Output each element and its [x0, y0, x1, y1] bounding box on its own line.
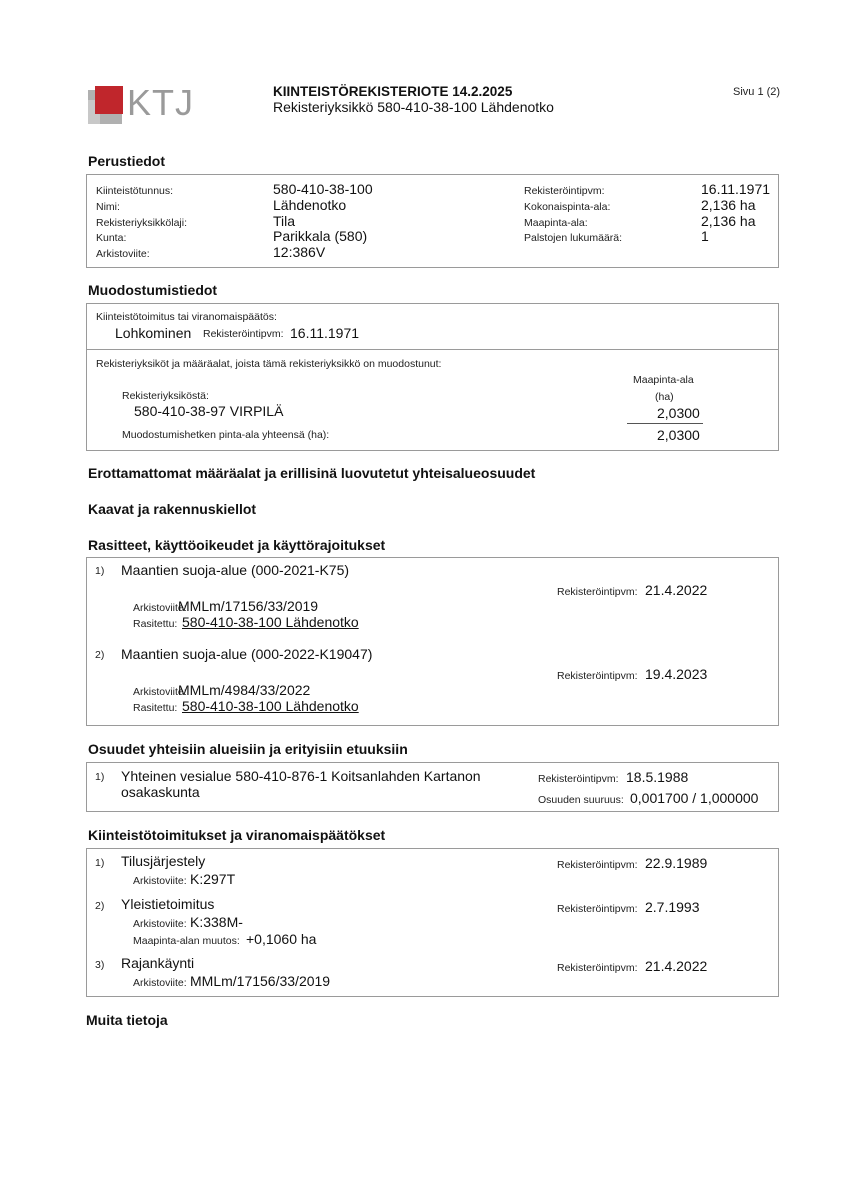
value-rekisterointipvm: 16.11.1971 — [701, 181, 771, 197]
value-kunta: Parikkala (580) — [273, 228, 368, 244]
rasite-rasitettu-link[interactable]: 580-410-38-100 Lähdenotko — [182, 698, 359, 714]
label-toimitus: Kiinteistötoimitus tai viranomaispäätös: — [96, 311, 277, 323]
label-rekisteriyksikkolaji: Rekisteriyksikkölaji: — [96, 217, 188, 229]
rasite-ark-label: Arkistoviite: — [133, 686, 187, 698]
logo-text: KTJ — [127, 82, 195, 123]
rasite-reg-value: 19.4.2023 — [645, 666, 708, 682]
section-heading-erottamattomat: Erottamattomat määräalat ja erillisinä luovutetut yhteisalueosuudet — [88, 465, 536, 481]
toimitus-title: Rajankäynti — [121, 955, 195, 971]
rasite-number: 2) — [95, 649, 105, 661]
toimitus-reg-label: Rekisteröintipvm: — [557, 859, 638, 871]
value-arkistoviite: 12:386V — [273, 244, 326, 260]
label-nimi: Nimi: — [96, 201, 120, 213]
value-from-area: 2,0300 — [657, 405, 700, 421]
label-muodostuminen-rekisterointipvm: Rekisteröintipvm: — [203, 328, 284, 340]
rasite-ark-value: MMLm/4984/33/2022 — [178, 682, 311, 698]
page-number: Sivu 1 (2) — [733, 86, 781, 98]
toimitus-ark-value: MMLm/17156/33/2019 — [190, 973, 331, 989]
rasite-number: 1) — [95, 565, 105, 577]
rasite-rasitettu-link[interactable]: 580-410-38-100 Lähdenotko — [182, 614, 359, 630]
label-rekisteriyksikosta: Rekisteriyksiköstä: — [122, 390, 209, 402]
column-header-maapinta-ala: Maapinta-ala — [633, 374, 694, 386]
rasite-rasitettu-label: Rasitettu: — [133, 702, 178, 714]
value-rekisteriyksikosta: 580-410-38-97 VIRPILÄ — [134, 403, 284, 419]
section-heading-muita-tietoja: Muita tietoja — [86, 1012, 168, 1028]
muodostuminen-description: Rekisteriyksiköt ja määräalat, joista tämä rekisteriyksikkö on muodostunut: — [96, 358, 442, 370]
toimitus-reg-value: 22.9.1989 — [645, 855, 708, 871]
value-maapinta-ala: 2,136 ha — [701, 213, 756, 229]
toimitus-ark-value: K:297T — [190, 871, 236, 887]
value-rekisteriyksikkolaji: Tila — [273, 213, 296, 229]
value-kiinteistotunnus: 580-410-38-100 — [273, 181, 373, 197]
toimitus-ark-label: Arkistoviite: — [133, 875, 187, 887]
label-palstojen-lukumaara: Palstojen lukumäärä: — [524, 232, 623, 244]
label-arkistoviite: Arkistoviite: — [96, 248, 150, 260]
toimitus-reg-label: Rekisteröintipvm: — [557, 903, 638, 915]
osuus-reg-label: Rekisteröintipvm: — [538, 773, 619, 785]
rasite-title: Maantien suoja-alue (000-2022-K19047) — [121, 646, 373, 662]
toimitus-reg-value: 21.4.2022 — [645, 958, 708, 974]
rasite-rasitettu-label: Rasitettu: — [133, 618, 178, 630]
value-muodostuminen-rekisterointipvm: 16.11.1971 — [290, 325, 360, 341]
toimitus-maapinta-muutos-value: +0,1060 ha — [246, 931, 317, 947]
osuus-reg-value: 18.5.1988 — [626, 769, 689, 785]
label-pinta-ala-yhteensa: Muodostumishetken pinta-ala yhteensä (ha): — [122, 429, 330, 441]
osuus-title-line1: Yhteinen vesialue 580-410-876-1 Koitsanlahden Kartanon — [121, 768, 481, 784]
rasite-title: Maantien suoja-alue (000-2021-K75) — [121, 562, 350, 578]
label-kiinteistotunnus: Kiinteistötunnus: — [96, 185, 174, 197]
section-heading-toimitukset: Kiinteistötoimitukset ja viranomaispäätökset — [88, 827, 386, 843]
section-heading-kaavat: Kaavat ja rakennuskiellot — [88, 501, 257, 517]
toimitus-reg-label: Rekisteröintipvm: — [557, 962, 638, 974]
toimitus-number: 3) — [95, 959, 105, 971]
label-kunta: Kunta: — [96, 232, 127, 244]
divider — [86, 349, 779, 350]
toimitus-title: Yleistietoimitus — [121, 896, 215, 912]
toimitus-number: 2) — [95, 900, 105, 912]
toimitus-title: Tilusjärjestely — [121, 853, 206, 869]
value-toimitus: Lohkominen — [115, 325, 192, 341]
sum-line — [627, 423, 703, 424]
label-kokonaispinta-ala: Kokonaispinta-ala: — [524, 201, 611, 213]
document-title: KIINTEISTÖREKISTERIOTE 14.2.2025 — [273, 84, 513, 99]
section-heading-muodostumistiedot: Muodostumistiedot — [88, 282, 218, 298]
value-nimi: Lähdenotko — [273, 197, 347, 213]
value-palstojen-lukumaara: 1 — [701, 228, 709, 244]
osuus-number: 1) — [95, 771, 105, 783]
toimitus-ark-label: Arkistoviite: — [133, 918, 187, 930]
toimitus-maapinta-muutos-label: Maapinta-alan muutos: — [133, 935, 240, 947]
osuus-title-line2: osakaskunta — [121, 784, 200, 800]
toimitus-ark-value: K:338M- — [190, 914, 243, 930]
section-heading-rasitteet: Rasitteet, käyttöoikeudet ja käyttörajoitukset — [88, 537, 386, 553]
osuus-share-label: Osuuden suuruus: — [538, 794, 624, 806]
rasite-ark-label: Arkistoviite: — [133, 602, 187, 614]
toimitus-reg-value: 2.7.1993 — [645, 899, 700, 915]
logo-square-red — [95, 86, 123, 114]
section-heading-perustiedot: Perustiedot — [88, 153, 166, 169]
column-header-ha: (ha) — [655, 391, 674, 403]
perustiedot-box — [86, 174, 779, 268]
label-maapinta-ala: Maapinta-ala: — [524, 217, 588, 229]
toimitus-ark-label: Arkistoviite: — [133, 977, 187, 989]
value-kokonaispinta-ala: 2,136 ha — [701, 197, 756, 213]
toimitus-number: 1) — [95, 857, 105, 869]
value-pinta-ala-yhteensa: 2,0300 — [657, 427, 700, 443]
rasite-ark-value: MMLm/17156/33/2019 — [178, 598, 319, 614]
label-rekisterointipvm: Rekisteröintipvm: — [524, 185, 605, 197]
rasite-reg-label: Rekisteröintipvm: — [557, 586, 638, 598]
osuus-share-value: 0,001700 / 1,000000 — [630, 790, 759, 806]
document-subtitle: Rekisteriyksikkö 580-410-38-100 Lähdenotko — [273, 99, 554, 115]
rasite-reg-label: Rekisteröintipvm: — [557, 670, 638, 682]
rasite-reg-value: 21.4.2022 — [645, 582, 708, 598]
section-heading-osuudet: Osuudet yhteisiin alueisiin ja erityisiin etuuksiin — [88, 741, 408, 757]
